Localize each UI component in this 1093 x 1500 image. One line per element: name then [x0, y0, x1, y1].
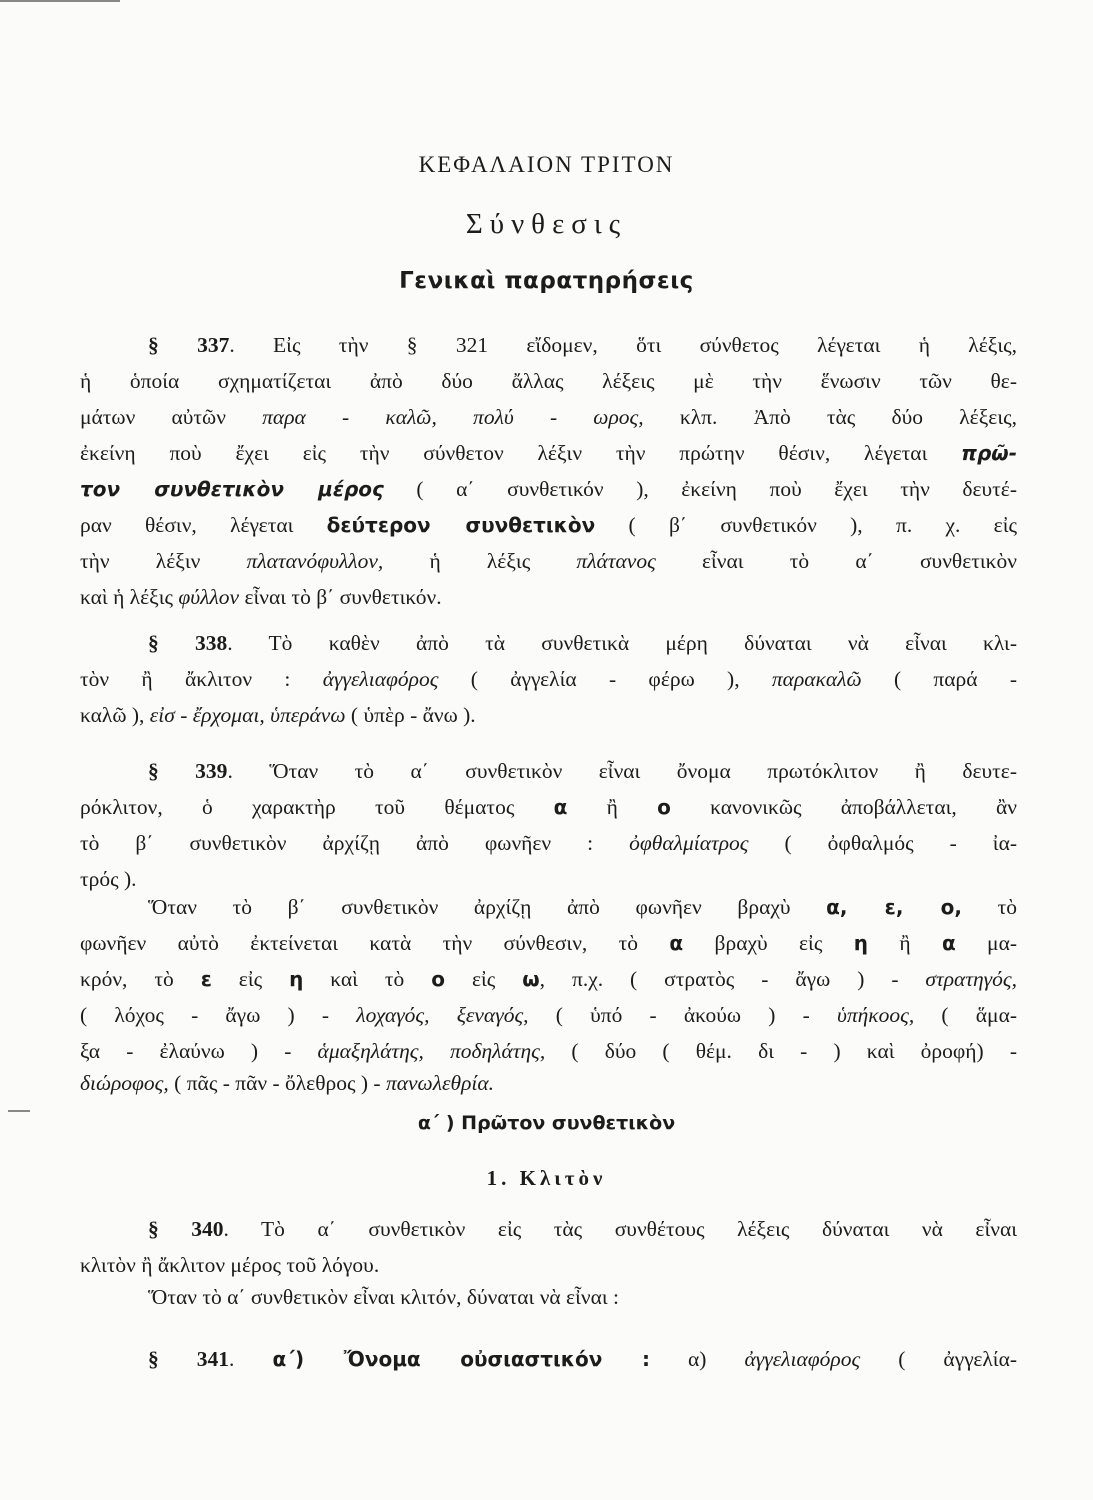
- scan-edge-mark: [0, 0, 120, 2]
- section-subtitle: Γενικαὶ παρατηρήσεις: [399, 268, 694, 294]
- paragraph-line: τὸ β΄ συνθετικὸν ἀρχίζῃ ἀπὸ φωνῆεν : ὀφθαλμίατρος ( ὀφθαλμός - ἰα-: [80, 831, 1017, 855]
- page-title: Σύνθεσις: [465, 208, 628, 240]
- paragraph-line: κλιτὸν ἢ ἄκλιτον μέρος τοῦ λόγου.: [80, 1253, 380, 1277]
- paragraph-line: μάτων αὐτῶν παρα - καλῶ, πολύ - ωρος, κλπ. Ἀπὸ τὰς δύο λέξεις,: [80, 405, 1017, 429]
- section-heading: α΄ ) Πρῶτον συνθετικὸν: [417, 1112, 676, 1134]
- paragraph-line: καὶ ἡ λέξις φύλλον εἶναι τὸ β΄ συνθετικόν.: [80, 585, 442, 609]
- paragraph-line: § 340. Τὸ α΄ συνθετικὸν εἰς τὰς συνθέτους λέξεις δύναται νὰ εἶναι: [148, 1217, 1018, 1241]
- paragraph-line: φωνῆεν αὐτὸ ἐκτείνεται κατὰ τὴν σύνθεσιν, τὸ α βραχὺ εἰς η ἢ α μα-: [80, 931, 1018, 955]
- chapter-heading: ΚΕΦΑΛΑΙΟΝ ΤΡΙΤΟΝ: [418, 152, 675, 177]
- paragraph-line: § 341. α΄) Ὄνομα οὐσιαστικόν : α) ἀγγελιαφόρος ( ἀγγελία-: [148, 1347, 1017, 1371]
- paragraph-number: § 339: [148, 759, 228, 783]
- paragraph-number: § 338: [148, 631, 228, 655]
- paragraph-line: ξα - ἐλαύνω ) - ἁμαξηλάτης, ποδηλάτης, ( δύο ( θέμ. δι - ) καὶ ὀροφή) -: [80, 1039, 1017, 1063]
- paragraph-line: § 337. Εἰς τὴν § 321 εἴδομεν, ὅτι σύνθετος λέγεται ἡ λέξις,: [148, 333, 1018, 357]
- paragraph-line: τον συνθετικὸν μέρος ( α΄ συνθετικόν ), ἐκείνη ποὺ ἔχει τὴν δευτέ-: [80, 477, 1017, 501]
- paragraph-line: τὴν λέξιν πλατανόφυλλον, ἡ λέξις πλάτανος εἶναι τὸ α΄ συνθετικὸν: [80, 549, 1017, 573]
- paragraph-line: καλῶ ), εἰσ - ἔρχομαι, ὑπεράνω ( ὑπὲρ - ἄνω ).: [80, 703, 476, 727]
- paragraph-number: § 337: [148, 333, 230, 357]
- paragraph-line: ἐκείνη ποὺ ἔχει εἰς τὴν σύνθετον λέξιν τὴν πρώτην θέσιν, λέγεται πρῶ-: [80, 441, 1017, 465]
- paragraph-line: § 338. Τὸ καθὲν ἀπὸ τὰ συνθετικὰ μέρη δύναται νὰ εἶναι κλι-: [148, 631, 1017, 655]
- paragraph-line: ραν θέσιν, λέγεται δεύτερον συνθετικὸν ( β΄ συνθετικόν ), π. χ. εἰς: [80, 513, 1018, 537]
- paragraph-line: Ὅταν τὸ β΄ συνθετικὸν ἀρχίζῃ ἀπὸ φωνῆεν βραχὺ α, ε, ο, τὸ: [148, 895, 1017, 919]
- paragraph-line: ( λόχος - ἄγω ) - λοχαγός, ξεναγός, ( ὑπό - ἀκούω ) - ὑπήκοος, ( ἅμα-: [80, 1003, 1018, 1027]
- paragraph-line: τὸν ἢ ἄκλιτον : ἀγγελιαφόρος ( ἀγγελία - φέρω ), παρακαλῶ ( παρά -: [80, 667, 1018, 691]
- paragraph-line: διώροφος, ( πᾶς - πᾶν - ὄλεθρος ) - πανωλεθρία.: [80, 1071, 495, 1095]
- paragraph-line: Ὅταν τὸ α΄ συνθετικὸν εἶναι κλιτόν, δύναται νὰ εἶναι :: [148, 1285, 619, 1309]
- paragraph-line: τρός ).: [80, 867, 137, 891]
- paragraph-number: § 341: [148, 1347, 230, 1371]
- subsection-heading: 1. Κλιτὸν: [486, 1166, 607, 1190]
- paragraph-line: ρόκλιτον, ὁ χαρακτὴρ τοῦ θέματος α ἢ ο κανονικῶς ἀποβάλλεται, ἂν: [80, 795, 1017, 819]
- paragraph-number: § 340: [148, 1217, 224, 1241]
- paragraph-line: κρόν, τὸ ε εἰς η καὶ τὸ ο εἰς ω, π.χ. ( στρατὸς - ἄγω ) - στρατηγός,: [80, 967, 1018, 991]
- paragraph-line: ἡ ὁποία σχηματίζεται ἀπὸ δύο ἄλλας λέξεις μὲ τὴν ἕνωσιν τῶν θε-: [80, 369, 1017, 393]
- paragraph-line: § 339. Ὅταν τὸ α΄ συνθετικὸν εἶναι ὄνομα πρωτόκλιτον ἢ δευτε-: [148, 759, 1017, 783]
